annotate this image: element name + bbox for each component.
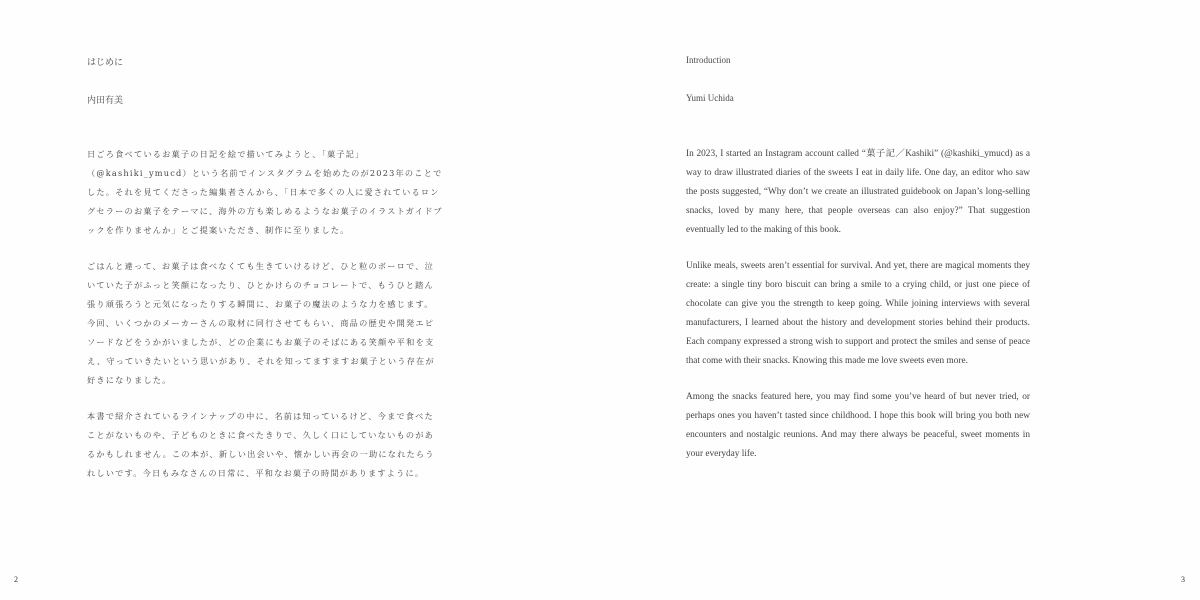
page-title: はじめに: [87, 58, 124, 68]
author-name: Yumi Uchida: [686, 93, 734, 103]
paragraph: 日ごろ食べているお菓子の日記を絵で描いてみようと、「菓子記」（@kashiki_ymucd）という名前でインスタグラムを始めたのが2023年のことでした。それを見てくださった編集者さんから、「日本で多くの人に愛されているロングセラーのお菓子をテーマに、海外の方も楽しめるようなお菓子のイラストガイドブックを作りませんか」とご提案いただき、制作に至りました。: [87, 149, 443, 235]
page-number: 2: [14, 575, 18, 584]
right-page-english: [600, 0, 1200, 600]
paragraph: Unlike meals, sweets aren’t essential for survival. And yet, there are magical moments they create: a single tiny boro biscuit can bring a smile to a crying child, or just one piece of chocolate can give you the strength to keep going. While joining interviews with several manufacturers, I learned about the history and development stories behind their products. Each company expressed a strong wish to support and protect the smiles and sense of peace that come with their snacks. Knowing this made me love sweets even more.: [686, 261, 1030, 366]
paragraph: 本書で紹介されているラインナップの中に、名前は知っているけど、今まで食べたことがないものや、子どものときに食べたきりで、久しく口にしていないものがあるかもしれません。この本が、新しい出会いや、懐かしい再会の一助になれたらうれしいです。今日もみなさんの日常に、平和なお菓子の時間がありますように。: [87, 411, 435, 478]
page-number: 3: [1181, 575, 1185, 584]
paragraph: In 2023, I started an Instagram account called “菓子記／Kashiki” (@kashiki_ymucd) as a way to draw illustrated diaries of the sweets I eat in daily life. One day, an editor who saw the posts suggested, “Why don’t we create an illustrated guidebook on Japan’s long-selling snacks, loved by many here, that people overseas can also enjoy?” That suggestion eventually led to the making of this book.: [686, 149, 1030, 235]
author-name: 内田有美: [87, 96, 124, 106]
page-title: Introduction: [686, 55, 731, 65]
paragraph: Among the snacks featured here, you may find some you’ve heard of but never tried, or perhaps ones you haven’t tasted since childhood. I hope this book will bring you both new encounters and nostalgic reunions. And may there always be peaceful, sweet moments in your everyday life.: [686, 392, 1030, 459]
body-text: [87, 145, 443, 500]
paragraph: ごはんと違って、お菓子は食べなくても生きていけるけど、ひと粒のボーロで、泣いていた子がふっと笑顔になったり、ひとかけらのチョコレートで、もうひと踏ん張り頑張ろうと元気になったりする瞬間に、お菓子の魔法のような力を感じます。今回、いくつかのメーカーさんの取材に同行させてもらい、商品の歴史や開発エピソードなどをうかがいましたが、どの企業にもお菓子のそばにある笑顔や平和を支え、守っていきたいという思いがあり、それを知ってますますお菓子という存在が好きになりました。: [87, 261, 435, 385]
body-text: [686, 145, 1030, 481]
